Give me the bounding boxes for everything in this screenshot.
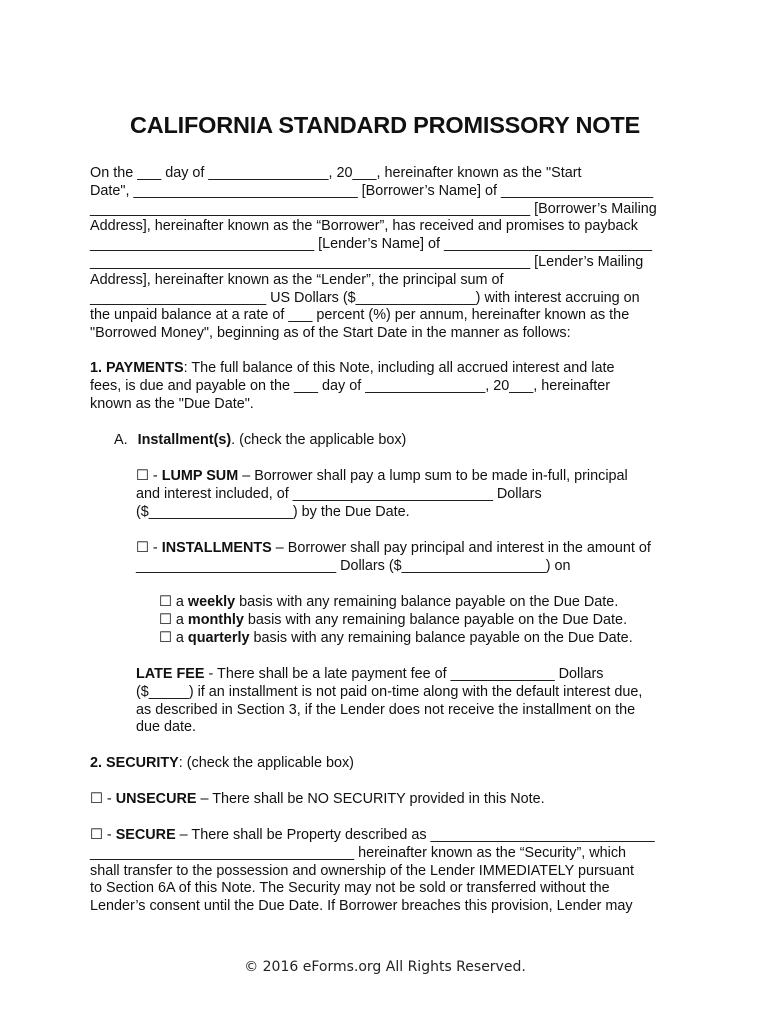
late-fee-text: ($_____) if an installment is not paid on-time along with the default interest due,: [136, 683, 643, 700]
unsecure-text: – There shall be NO SECURITY provided in this Note.: [196, 791, 545, 807]
checkbox[interactable]: ☐ a: [159, 594, 188, 610]
installments-subheading: [114, 432, 406, 450]
late-fee-section: [136, 666, 642, 737]
frequency-label: weekly: [187, 594, 236, 610]
unsecure-label: UNSECURE: [115, 791, 197, 807]
secure-text: shall transfer to the possession and ownership of the Lender IMMEDIATELY pursuant: [90, 862, 634, 879]
intro-line: _______________________________________________________ [Lender’s Mailing: [90, 253, 644, 270]
frequency-options: [159, 594, 633, 647]
payments-text: : The full balance of this Note, including all accrued interest and late: [183, 360, 615, 376]
checkbox[interactable]: ☐ a: [159, 629, 188, 646]
frequency-text: basis with any remaining balance payable on the Due Date.: [235, 594, 619, 610]
installments-text: – Borrower shall pay principal and interest in the amount of: [271, 540, 651, 556]
secure-text: _________________________________ hereinafter known as the “Security”, which: [90, 844, 627, 861]
security-heading-line: [90, 755, 354, 773]
intro-line: ____________________________ [Lender’s Name] of __________________________: [90, 236, 653, 253]
installments-heading: Installment(s): [137, 432, 232, 448]
secure-text: Lender’s consent until the Due Date. If Borrower breaches this provision, Lender may: [90, 898, 633, 915]
payments-section: [90, 360, 615, 413]
frequency-label: quarterly: [187, 629, 250, 646]
secure-text: – There shall be Property described as ____________________________: [175, 827, 655, 843]
intro-line: Address], hereinafter known as the “Lender”, the principal sum of: [90, 271, 504, 288]
installments-note: . (check the applicable box): [231, 432, 407, 448]
security-note: : (check the applicable box): [178, 755, 354, 771]
document-title: CALIFORNIA STANDARD PROMISSORY NOTE: [129, 112, 640, 138]
frequency-monthly[interactable]: [159, 612, 633, 630]
payments-text: fees, is due and payable on the ___ day of _______________, 20___, hereinafter: [90, 377, 611, 394]
copyright-footer: © 2016 eForms.org All Rights Reserved.: [244, 959, 526, 975]
frequency-weekly[interactable]: [159, 594, 633, 612]
frequency-text: basis with any remaining balance payable on the Due Date.: [249, 629, 633, 646]
lump-sum-text: – Borrower shall pay a lump sum to be made in-full, principal: [238, 468, 628, 484]
installments-label: INSTALLMENTS: [161, 540, 272, 556]
intro-line: On the ___ day of _______________, 20___, hereinafter known as the "Start: [90, 165, 582, 181]
security-heading: 2. SECURITY: [90, 755, 179, 771]
lump-sum-text: and interest included, of _________________________ Dollars: [136, 485, 542, 502]
payments-text: known as the "Due Date".: [90, 395, 254, 412]
secure-checkbox[interactable]: ☐ -: [90, 827, 116, 843]
installments-option: [136, 540, 651, 576]
installments-text: _________________________ Dollars ($__________________) on: [136, 557, 571, 574]
frequency-label: monthly: [187, 611, 244, 628]
payments-heading: 1. PAYMENTS: [90, 360, 184, 376]
secure-label: SECURE: [115, 827, 176, 843]
lump-sum-label: LUMP SUM: [161, 468, 239, 484]
frequency-quarterly[interactable]: [159, 630, 633, 648]
intro-line: the unpaid balance at a rate of ___ percent (%) per annum, hereinafter known as the: [90, 307, 630, 324]
intro-line: _______________________________________________________ [Borrower’s Mailing: [90, 200, 657, 217]
installments-checkbox[interactable]: ☐ -: [136, 540, 162, 556]
late-fee-text: - There shall be a late payment fee of _____________ Dollars: [204, 666, 604, 682]
list-marker: A.: [114, 432, 128, 448]
lump-sum-checkbox[interactable]: ☐ -: [136, 468, 162, 484]
intro-line: Address], hereinafter known as the “Borrower”, has received and promises to payback: [90, 218, 638, 235]
frequency-text: basis with any remaining balance payable on the Due Date.: [243, 611, 628, 628]
intro-line: Date", ____________________________ [Borrower’s Name] of ___________________: [90, 182, 654, 199]
lump-sum-option: [136, 468, 628, 521]
late-fee-text: as described in Section 3, if the Lender does not receive the installment on the: [136, 701, 636, 718]
intro-paragraph: [90, 165, 657, 343]
checkbox[interactable]: ☐ a: [159, 611, 188, 628]
intro-line: ______________________ US Dollars ($_______________) with interest accruing on: [90, 289, 640, 306]
unsecure-checkbox[interactable]: ☐ -: [90, 791, 116, 807]
lump-sum-text: ($__________________) by the Due Date.: [136, 503, 410, 520]
late-fee-label: LATE FEE: [136, 666, 205, 682]
intro-line: "Borrowed Money", beginning as of the Start Date in the manner as follows:: [90, 325, 571, 342]
late-fee-text: due date.: [136, 719, 197, 736]
secure-option: [90, 827, 655, 916]
unsecure-option: [90, 791, 545, 809]
secure-text: to Section 6A of this Note. The Security may not be sold or transferred without the: [90, 880, 610, 897]
